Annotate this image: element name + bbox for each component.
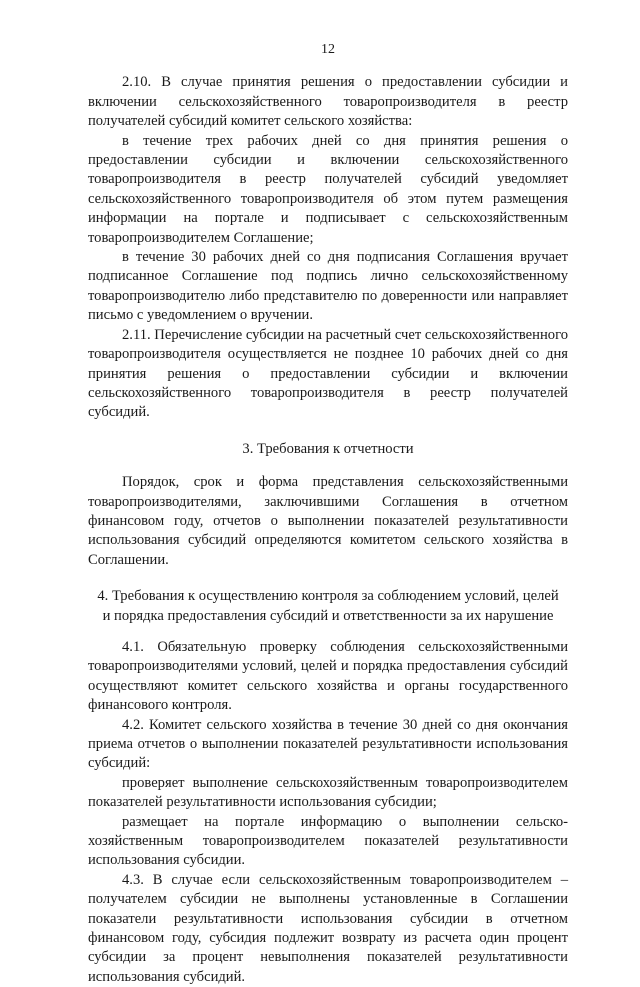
paragraph-deliver: в течение 30 рабочих дней со дня подписания Соглашения вручает подписанное Соглашение под подпись лично сельскохозяйственному товаропроизводителю либо представителю по доверенности или направляет письмо с уведомлением о вручении.: [88, 249, 568, 324]
paragraph-publishes: размещает на портале информацию о выполнении сельскохозяйственным товаропроизводителем показателей результативности использования субсидии.: [88, 813, 568, 869]
paragraph-notify: в течение трех рабочих дней со дня принятия решения о предоставлении субсидии и включении сельскохозяйственного товаропроизводителя в реестр получателей субсидий уведомляет сельскохозяйственного товаропроизводителя об этом путем размещения информации на портале и подписывает с сельскохозяйственным товаропроизводителем Соглашение;: [88, 132, 568, 246]
section-4-heading-line-1: 4. Требования к осуществлению контроля за соблюдением условий, целей: [97, 588, 559, 605]
section-4-heading-line-2: и порядка предоставления субсидий и ответственности за их нарушение: [102, 607, 554, 624]
paragraph-2-11: 2.11. Перечисление субсидии на расчетный счет сельскохозяйственного товаропроизводителя осуществляется не позднее 10 рабочих дней со дня принятия решения о предоставлении субсидии и включении сельскохозяйственного товаропроизводителя в реестр получателей субсидий.: [88, 326, 568, 421]
page-number: 12: [321, 42, 335, 57]
section-3-heading: 3. Требования к отчетности: [242, 440, 414, 457]
paragraph-reporting: Порядок, срок и форма представления сельскохозяйственными товаропроизводителями, заключившими Соглашения в отчетном финансовом году, отчетов о выполнении показателей результативности использования субсидий определяются комитетом сельского хозяйства в Соглашении.: [88, 474, 568, 568]
section-4-heading: [88, 587, 568, 626]
paragraph-4-1: 4.1. Обязательную проверку соблюдения сельскохозяйственными товаропроизводителями условий, целей и порядка предоставления субсидий осуществляют комитет сельского хозяйства и органы государственного финансового контроля.: [88, 638, 568, 714]
paragraph-2-10: 2.10. В случае принятия решения о предоставлении субсидии и включении сельскохозяйственного товаропроизводителя в реестр получателей субсидий комитет сельского хозяйства:: [88, 74, 568, 130]
paragraph-4-2: 4.2. Комитет сельского хозяйства в течение 30 дней со дня окончания приема отчетов о выполнении показателей результативности использования субсидий:: [88, 716, 568, 772]
paragraph-4-3: 4.3. В случае если сельскохозяйственным товаропроизводителем – получателем субсидии не выполнены установленные в Соглашении показатели результативности использования субсидии в отчетном финансовом году, субсидия подлежит возврату из расчета один процент субсидии за процент невыполнения показателей результативности использования субсидий.: [88, 871, 568, 985]
paragraph-checks: проверяет выполнение сельскохозяйственным товаропроизводителем показателей результативности использования субсидии;: [88, 774, 568, 811]
